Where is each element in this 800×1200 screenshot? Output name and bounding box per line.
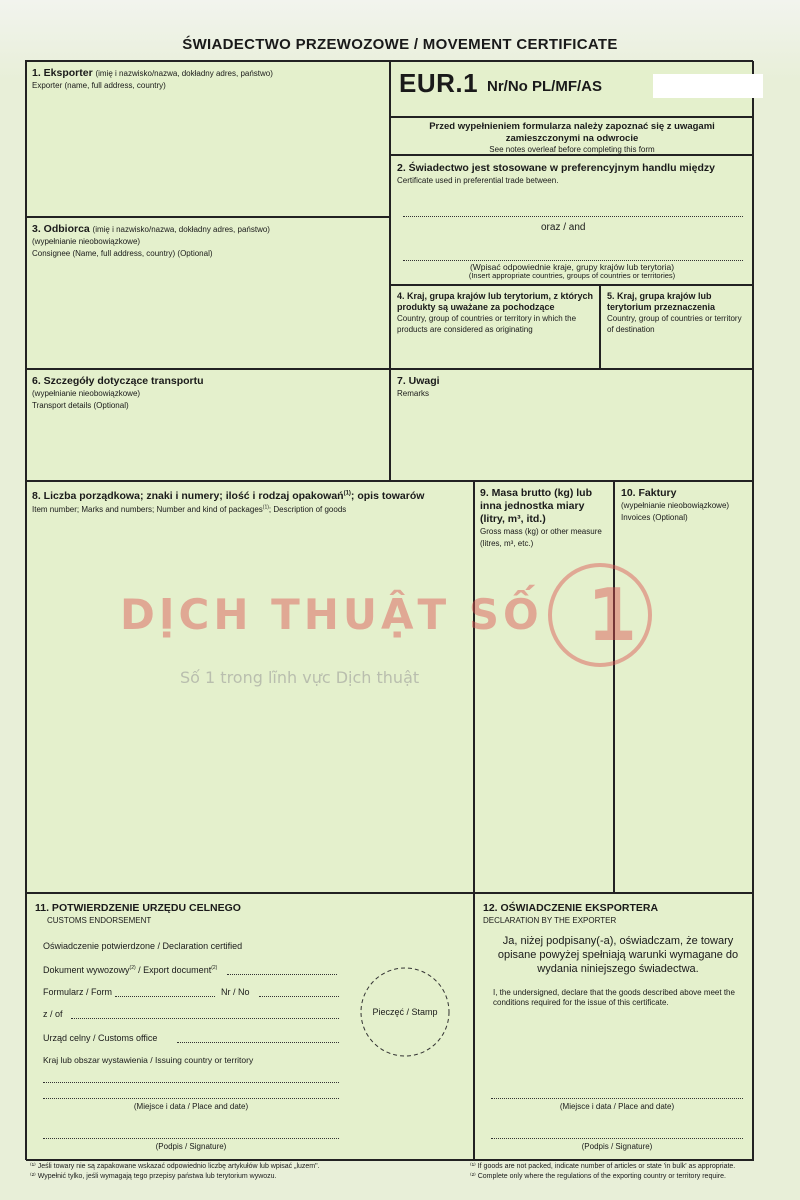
box8-sub-sup: (1): [262, 504, 269, 511]
box8-title-end: ; opis towarów: [350, 489, 425, 502]
form-line[interactable]: [115, 996, 215, 997]
watermark-logo-digit: 1: [587, 573, 638, 657]
box9-title: 9. Masa brutto (kg) lub inna jednostka miary (litry, m³, itd.): [480, 487, 593, 525]
place-date-line[interactable]: [43, 1098, 339, 1099]
box11-nr: Nr / No: [221, 987, 250, 997]
box1-title-rest: (imię i nazwisko/nazwa, dokładny adres, państwo): [95, 69, 273, 78]
box12-place-date: (Miejsce i data / Place and date): [559, 1102, 675, 1111]
box8-sub: Item number; Marks and numbers; Number and kind of packages: [32, 505, 263, 515]
box2-insert-en: (Insert appropriate countries, groups of countries or territories): [468, 271, 676, 280]
exporter-signature-line[interactable]: [491, 1138, 743, 1139]
box12-signature: (Podpis / Signature): [581, 1142, 653, 1151]
exporter-place-date-line[interactable]: [491, 1098, 743, 1099]
box12-decl-pl: Ja, niżej podpisany(-a), oświadczam, że towary opisane powyżej spełniają warunki wymagane do wydania niniejszego świadectwa.: [497, 935, 739, 975]
box-preferential-trade[interactable]: [390, 155, 754, 285]
nr-line[interactable]: [259, 996, 339, 997]
box-goods-description[interactable]: [26, 481, 474, 893]
box11-stamp: Pieczęć / Stamp: [372, 1007, 438, 1017]
eur1-number: Nr/No PL/MF/AS: [487, 78, 602, 95]
box6-sub: Transport details (Optional): [32, 401, 129, 410]
box8-title: 8. Liczba porządkowa; znaki i numery; ilość i rodzaj opakowań: [32, 489, 344, 502]
box8-sub-end: ; Description of goods: [268, 505, 347, 515]
box1-title: 1. Eksporter: [32, 67, 93, 79]
box2-insert-pl: (Wpisać odpowiednie kraje, grupy krajów lub terytoria): [469, 262, 675, 272]
box11-sub: CUSTOMS ENDORSEMENT: [47, 916, 152, 925]
box5-title: 5. Kraj, grupa krajów lub terytorium przeznaczenia: [607, 291, 716, 312]
box-customs-endorsement[interactable]: [26, 893, 474, 1161]
footnote-pl-1: ⁽¹⁾ Jeśli towary nie są zapakowane wskazać odpowiednio liczbę artykułów lub wpisać „luzem".: [30, 1163, 320, 1170]
box11-declaration: Oświadczenie potwierdzone / Declaration certified: [43, 941, 243, 951]
box3-sub: Consignee (Name, full address, country) (Optional): [32, 249, 213, 258]
box8-title-sup: (1): [343, 490, 351, 496]
box2-and: oraz / and: [541, 222, 586, 233]
box11-export-doc: Dokument wywozowy: [43, 965, 130, 975]
box-exporter-declaration[interactable]: [474, 893, 754, 1161]
redacted-number: [653, 74, 763, 98]
box2-line-2: [403, 260, 743, 261]
box12-title: 12. OŚWIADCZENIE EKSPORTERA: [483, 902, 659, 914]
box7-sub: Remarks: [397, 389, 430, 398]
signature-line[interactable]: [43, 1138, 339, 1139]
box12-decl-en: I, the undersigned, declare that the goods described above meet the conditions required for the issue of this certificate.: [493, 988, 735, 1007]
box-remarks[interactable]: [390, 369, 754, 481]
box2-title: 2. Świadectwo jest stosowane w preferencyjnym handlu między: [397, 162, 716, 174]
footnote-pl-2: ⁽²⁾ Wypełnić tylko, jeśli wymagają tego przepisy państwa lub terytorium wywozu.: [30, 1173, 277, 1180]
page-title: ŚWIADECTWO PRZEWOZOWE / MOVEMENT CERTIFICATE: [182, 36, 618, 53]
box6-title: 6. Szczegóły dotyczące transportu: [32, 375, 204, 387]
footnote-en-1: ⁽¹⁾ If goods are not packed, indicate number of articles or state 'in bulk' as appropriate.: [470, 1163, 736, 1170]
box4-title: 4. Kraj, grupa krajów lub terytorium, z których produkty są uważane za pochodzące: [397, 291, 594, 312]
box11-form: Formularz / Form: [43, 987, 113, 997]
box11-export-doc-sup2: (2): [211, 965, 218, 971]
box4-sub: Country, group of countries or territory in which the products are considered as originating: [397, 314, 577, 334]
box-invoices[interactable]: [614, 481, 754, 893]
eur1-note-en: See notes overleaf before completing this form: [489, 145, 655, 154]
box11-place-date: (Miejsce i data / Place and date): [133, 1102, 249, 1111]
country-line[interactable]: [43, 1082, 339, 1083]
box2-sub: Certificate used in preferential trade between.: [397, 176, 559, 185]
export-doc-line[interactable]: [227, 974, 337, 975]
box11-signature: (Podpis / Signature): [155, 1142, 227, 1151]
zof-line[interactable]: [71, 1018, 339, 1019]
watermark-brand: DỊCH THUẬT SỐ: [120, 590, 543, 639]
box1-sub: Exporter (name, full address, country): [32, 81, 166, 90]
box9-sub: Gross mass (kg) or other measure (litres, m³, etc.): [480, 527, 602, 548]
box10-sub: Invoices (Optional): [621, 513, 688, 522]
box-exporter[interactable]: [26, 61, 390, 217]
watermark-tagline: Số 1 trong lĩnh vực Dịch thuật: [180, 668, 420, 687]
box-transport-details[interactable]: [26, 369, 390, 481]
eur1-code: EUR.1: [399, 68, 479, 98]
box7-title: 7. Uwagi: [397, 375, 440, 387]
watermark-logo-icon: [545, 560, 655, 670]
box11-export-doc-end: / Export document: [135, 965, 212, 975]
box-consignee[interactable]: [26, 217, 390, 369]
box11-export-doc-sup: (2): [129, 965, 136, 971]
box3-title-rest: (imię i nazwisko/nazwa, dokładny adres, państwo): [92, 225, 270, 234]
box-origin-country[interactable]: [390, 285, 600, 369]
box-eur1-number: [390, 61, 754, 117]
box5-sub: Country, group of countries or territory of destination: [607, 314, 742, 334]
box3-title: 3. Odbiorca: [32, 223, 90, 235]
box12-sub: DECLARATION BY THE EXPORTER: [483, 916, 617, 925]
box-gross-mass[interactable]: [474, 481, 614, 893]
eur1-note-pl: Przed wypełnieniem formularza należy zapoznać się z uwagami zamieszczonymi na odwrocie: [429, 121, 715, 144]
box3-optional: (wypełnianie nieobowiązkowe): [32, 237, 141, 246]
box2-line-1: [403, 216, 743, 217]
box11-office: Urząd celny / Customs office: [43, 1033, 158, 1043]
box11-title: 11. POTWIERDZENIE URZĘDU CELNEGO: [35, 902, 241, 914]
box10-optional: (wypełnianie nieobowiązkowe): [621, 501, 730, 510]
box-eur1-note: [390, 117, 754, 155]
box11-zof: z / of: [43, 1009, 63, 1019]
box-destination-country[interactable]: [600, 285, 754, 369]
box11-country: Kraj lub obszar wystawienia / Issuing country or territory: [43, 1055, 254, 1065]
box6-optional: (wypełnianie nieobowiązkowe): [32, 389, 141, 398]
office-line[interactable]: [177, 1042, 339, 1043]
box10-title: 10. Faktury: [621, 487, 677, 499]
footnote-en-2: ⁽²⁾ Complete only where the regulations of the exporting country or territory require.: [470, 1173, 726, 1180]
